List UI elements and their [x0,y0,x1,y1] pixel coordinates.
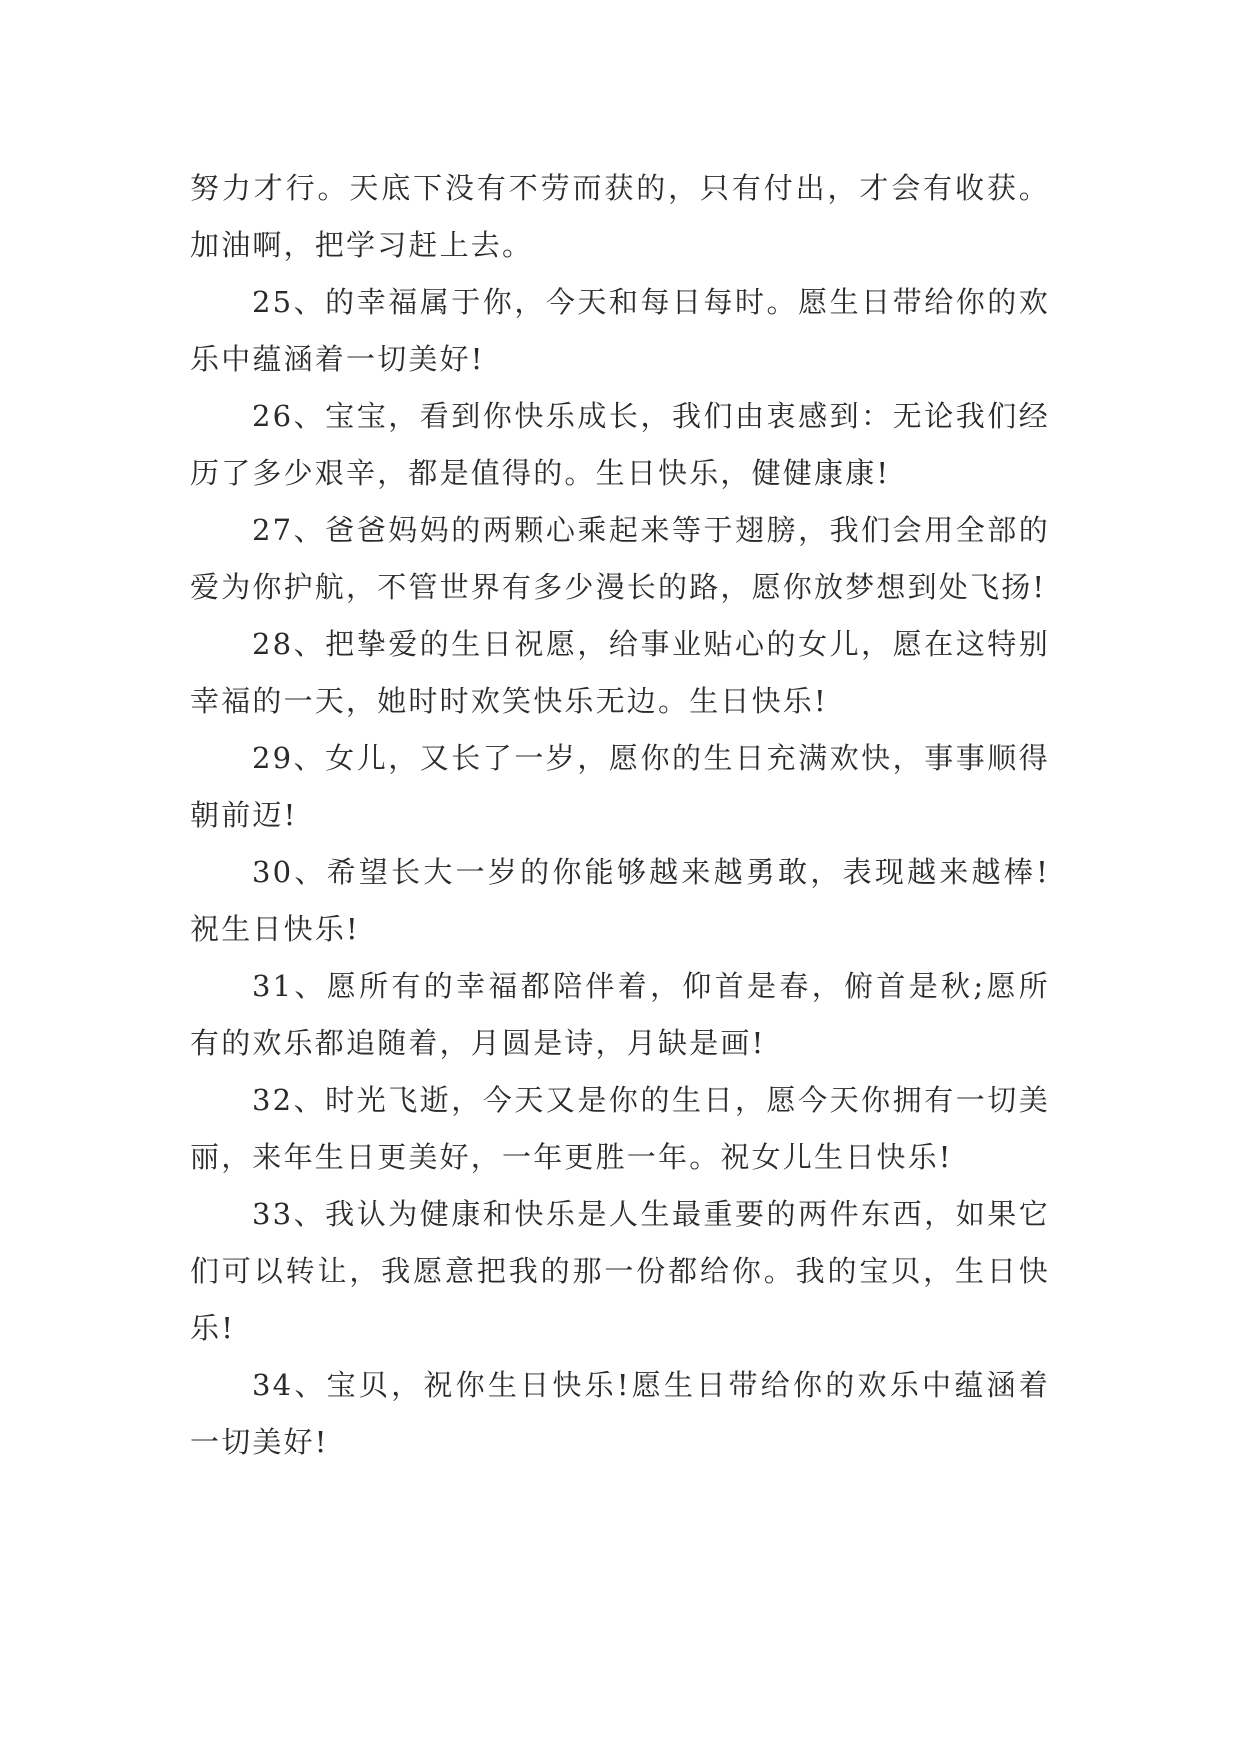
paragraph-32: 32、时光飞逝，今天又是你的生日，愿今天你拥有一切美丽，来年生日更美好，一年更胜一年。祝女儿生日快乐! [190,1083,1050,1174]
paragraph-26: 26、宝宝，看到你快乐成长，我们由衷感到：无论我们经历了多少艰辛，都是值得的。生日快乐，健健康康! [190,399,1050,490]
paragraph-continuation: 努力才行。天底下没有不劳而获的，只有付出，才会有收获。加油啊，把学习赶上去。 [190,171,1050,262]
paragraph-28: 28、把挚爱的生日祝愿，给事业贴心的女儿，愿在这特别幸福的一天，她时时欢笑快乐无边。生日快乐! [190,627,1050,718]
document-body [190,160,1050,1471]
paragraph-29: 29、女儿，又长了一岁，愿你的生日充满欢快，事事顺得朝前迈! [190,741,1050,832]
paragraph-27: 27、爸爸妈妈的两颗心乘起来等于翅膀，我们会用全部的爱为你护航，不管世界有多少漫长的路，愿你放梦想到处飞扬! [190,513,1050,604]
paragraph-31: 31、愿所有的幸福都陪伴着，仰首是春，俯首是秋;愿所有的欢乐都追随着，月圆是诗，月缺是画! [190,969,1050,1060]
paragraph-30: 30、希望长大一岁的你能够越来越勇敢，表现越来越棒!祝生日快乐! [190,855,1050,946]
paragraph-34: 34、宝贝，祝你生日快乐!愿生日带给你的欢乐中蕴涵着一切美好! [190,1368,1050,1459]
paragraph-33: 33、我认为健康和快乐是人生最重要的两件东西，如果它们可以转让，我愿意把我的那一份都给你。我的宝贝，生日快乐! [190,1197,1050,1345]
paragraph-25: 25、的幸福属于你，今天和每日每时。愿生日带给你的欢乐中蕴涵着一切美好! [190,285,1050,376]
